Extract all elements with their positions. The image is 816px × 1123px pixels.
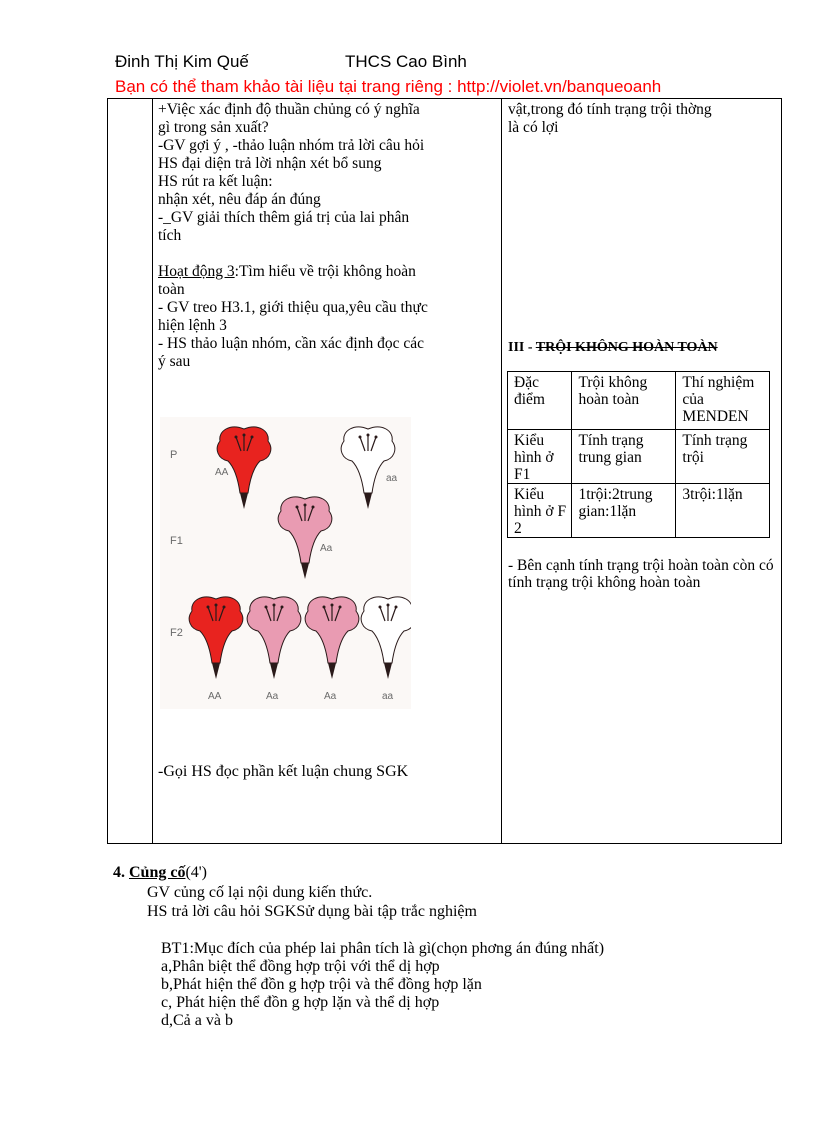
table-cell: Tính trạng trội	[676, 430, 770, 484]
text-line: -_GV giải thích thêm giá trị của lai phân	[158, 209, 410, 226]
flower-illustration	[160, 417, 411, 709]
table-cell: Kiểu hình ở F1	[508, 430, 572, 484]
genotype-label: Aa	[324, 691, 337, 702]
school-name: THCS Cao Bình	[345, 52, 467, 71]
flower-pink-f1	[278, 497, 332, 579]
table-cell: Thí nghiệm của MENDEN	[676, 372, 770, 430]
genotype-label: AA	[215, 467, 229, 478]
text-line: tích	[158, 227, 182, 244]
text-line: +Việc xác định độ thuần chủng có ý nghĩa	[158, 101, 420, 118]
flower-cross-figure	[160, 417, 411, 709]
page-header	[115, 52, 467, 72]
activity-heading	[158, 263, 498, 281]
section-title: Củng cố	[129, 864, 186, 881]
website-link[interactable]: Bạn có thể tham khảo tài liệu tại trang riêng : http://violet.vn/banqueoanh	[115, 77, 662, 96]
note-text: - Bên cạnh tính trạng trội hoàn toàn còn có tính trạng trội không hoàn toàn	[508, 557, 774, 591]
row-label-f2: F2	[170, 627, 183, 639]
text-line: GV củng cố lại nội dung kiến thức.	[147, 884, 373, 901]
text-line: a,Phân biệt thể đồng hợp trội với thể dị hợp	[161, 958, 440, 975]
content-column	[508, 101, 780, 137]
text-line: -GV gợi ý , -thảo luận nhóm trả lời câu hỏi	[158, 137, 425, 154]
text-line: b,Phát hiện thể đồn g hợp trội và thể đồng hợp lặn	[161, 976, 482, 993]
genotype-label: Aa	[266, 691, 279, 702]
table-cell: Trội không hoàn toàn	[572, 372, 676, 430]
flower-white-p	[341, 427, 398, 509]
row-label-p: P	[170, 449, 178, 461]
flower-pink-f2	[247, 597, 301, 679]
genotype-label: aa	[382, 691, 394, 702]
teacher-activity-column	[158, 101, 498, 371]
text-line: HS rút ra kết luận:	[158, 173, 273, 190]
text-line: - GV treo H3.1, giới thiệu qua,yêu cầu thực	[158, 299, 428, 316]
table-row	[508, 372, 770, 430]
table-cell: Kiểu hình ở F 2	[508, 484, 572, 538]
text-line: hiện lệnh 3	[158, 317, 227, 334]
text-line: - HS thảo luận nhóm, cần xác định đọc các	[158, 335, 424, 352]
section-number: 4.	[113, 864, 129, 881]
text-line: BT1:Mục đích của phép lai phân tích là gì(chọn phơng án đúng nhất)	[161, 940, 605, 957]
table-cell: Tính trạng trung gian	[572, 430, 676, 484]
table-cell: Đặc điểm	[508, 372, 572, 430]
text-line: nhận xét, nêu đáp án đúng	[158, 191, 321, 208]
conclusion-text: -Gọi HS đọc phần kết luận chung SGK	[158, 763, 409, 780]
text-line: toàn	[158, 281, 185, 298]
table-cell: 1trội:2trung gian:1lặn	[572, 484, 676, 538]
section-4	[113, 864, 605, 1029]
table-row	[508, 484, 770, 538]
section-heading	[508, 340, 718, 356]
text-line: gì trong sản xuất?	[158, 119, 269, 136]
column-divider	[152, 99, 153, 843]
row-label-f1: F1	[170, 535, 183, 547]
genotype-label: AA	[208, 691, 222, 702]
heading-prefix: III -	[508, 340, 536, 355]
lesson-table	[107, 98, 782, 844]
comparison-table	[507, 371, 770, 538]
text-line: c, Phát hiện thể đồn g hợp lặn và thể dị hợp	[161, 994, 440, 1011]
flower-white-f2	[361, 597, 411, 679]
text-line: d,Cả a và b	[161, 1012, 233, 1029]
author-name: Đinh Thị Kim Quế	[115, 52, 249, 71]
text-line: vật,trong đó tính trạng trội thờng	[508, 101, 712, 118]
table-cell: 3trội:1lặn	[676, 484, 770, 538]
activity-title: :Tìm hiểu về trội không hoàn	[234, 263, 416, 280]
table-row	[508, 430, 770, 484]
section-duration: (4')	[185, 864, 207, 881]
text-line: HS trả lời câu hỏi SGKSử dụng bài tập trắc nghiệm	[147, 903, 477, 920]
column-divider	[501, 99, 502, 843]
genotype-label: Aa	[320, 543, 333, 554]
flower-red-f2	[189, 597, 243, 679]
flower-pink-f2	[305, 597, 359, 679]
text-line: là có lợi	[508, 119, 559, 136]
heading-title: TRỘI KHÔNG HOÀN TOÀN	[535, 340, 718, 355]
text-line: ý sau	[158, 353, 191, 370]
activity-label: Hoạt động 3	[158, 263, 235, 280]
genotype-label: aa	[386, 473, 398, 484]
text-line: HS đại diện trả lời nhận xét bổ sung	[158, 155, 382, 172]
